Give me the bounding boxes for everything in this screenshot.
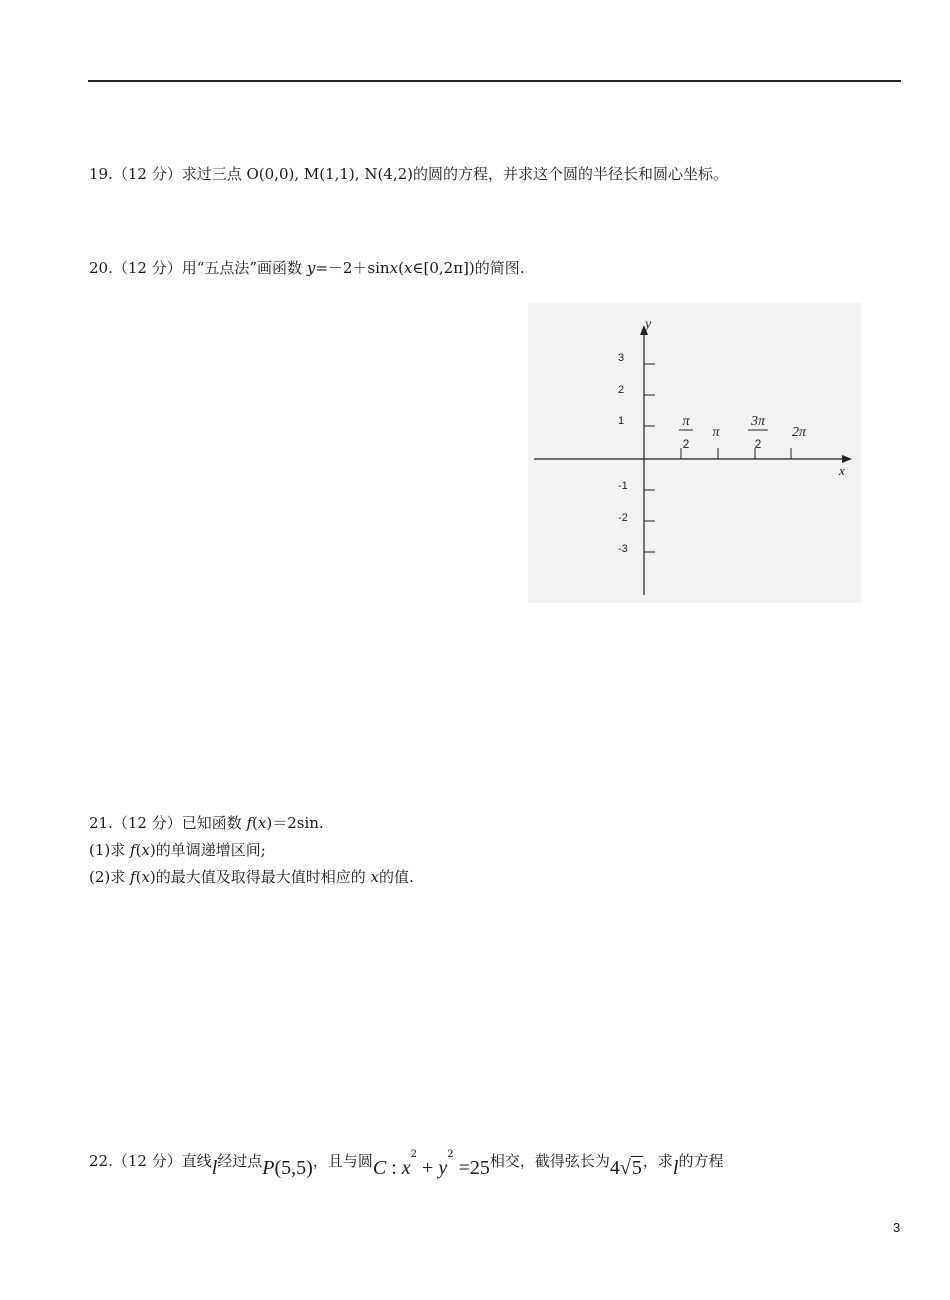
y-tick-label: -2 <box>618 512 628 524</box>
q20-var-x: x <box>389 259 399 277</box>
y-tick-label: 1 <box>618 415 625 427</box>
coordinate-figure <box>528 303 861 603</box>
y-tick-label: -3 <box>618 543 628 555</box>
q21-var-x: x <box>370 868 380 886</box>
q21-text: 21.（12 分）已知函数 <box>89 814 247 832</box>
q21-text: (2)求 <box>89 868 131 886</box>
q21-text: ( <box>135 841 142 859</box>
q22-equals: =25 <box>453 1157 490 1179</box>
header-rule <box>88 80 901 82</box>
q21-text: )＝2sin. <box>266 814 324 832</box>
q22-var-y: y <box>438 1157 448 1179</box>
radical-sign: √ <box>619 1157 631 1179</box>
q22-radicand: 5 <box>631 1157 642 1179</box>
q20-text-2: =－2＋sin <box>315 259 390 277</box>
q22-colon: : <box>386 1157 402 1179</box>
q22-exponent: 2 <box>447 1149 454 1160</box>
q20-text-4: ∈[0,2π])的简图. <box>412 259 525 277</box>
q20-var-x2: x <box>403 259 413 277</box>
q22-text: ，且与圆 <box>312 1152 373 1170</box>
q20-var-y: y <box>306 259 316 277</box>
q22-var-l: l <box>672 1157 679 1179</box>
q22-coefficient: 4 <box>609 1157 620 1179</box>
x-axis-label: x <box>839 463 845 478</box>
q22-text: 的方程 <box>678 1152 724 1170</box>
q22-plus: + <box>417 1157 439 1179</box>
x-axis-arrow <box>842 455 852 463</box>
q21-text: ( <box>135 868 142 886</box>
q20-text-3: ( <box>398 259 404 277</box>
q20-text-1: 20.（12 分）用“五点法”画函数 <box>89 259 307 277</box>
q22-text: ，求 <box>642 1152 673 1170</box>
x-tick-label-numerator: π <box>682 414 690 429</box>
q22-text: 经过点 <box>217 1152 263 1170</box>
y-axis-label: y <box>645 317 652 332</box>
q22-text: 相交，截得弦长为 <box>489 1152 610 1170</box>
q21-var-x: x <box>257 814 267 832</box>
y-tick-label: -1 <box>618 480 628 492</box>
question-21-line-1 <box>89 813 324 833</box>
q21-text: )的单调递增区间; <box>149 841 266 859</box>
coordinate-axes-svg <box>528 303 861 603</box>
question-21-line-2 <box>89 840 266 860</box>
q22-point: (5,5) <box>274 1157 313 1179</box>
page-number: 3 <box>893 1220 901 1235</box>
x-tick-label-denominator: 2 <box>682 437 690 451</box>
q21-var-f: f <box>246 814 253 832</box>
y-tick-label: 3 <box>618 352 625 364</box>
q21-text: )的最大值及取得最大值时相应的 <box>149 868 371 886</box>
q21-var-f: f <box>130 841 136 859</box>
q21-var-x: x <box>141 868 150 886</box>
q22-exponent: 2 <box>410 1149 418 1160</box>
q22-var-l: l <box>211 1157 218 1179</box>
x-tick-label-numerator: 3π <box>750 414 766 429</box>
q22-var-x: x <box>401 1157 411 1179</box>
y-tick-label: 2 <box>618 384 625 396</box>
question-19-text: 19.（12 分）求过三点 O(0,0), M(1,1), N(4,2)的圆的方程，并求这个圆的半径长和圆心坐标。 <box>89 165 729 183</box>
q21-var-f: f <box>130 868 136 886</box>
q22-var-C: C <box>372 1157 387 1179</box>
question-21-line-3 <box>89 867 414 887</box>
q21-text: 的值. <box>379 868 414 886</box>
q22-text: 22.（12 分）直线 <box>89 1152 212 1170</box>
x-tick-label-numerator: π <box>712 425 720 440</box>
question-20 <box>89 258 525 278</box>
x-tick-label-numerator: 2π <box>791 425 807 440</box>
q21-text: ( <box>252 814 258 832</box>
x-tick-label-denominator: 2 <box>754 437 762 451</box>
q21-var-x: x <box>141 841 150 859</box>
q21-text: (1)求 <box>89 841 131 859</box>
q22-var-P: P <box>262 1157 275 1179</box>
question-22 <box>89 1149 724 1179</box>
question-19 <box>89 164 728 184</box>
